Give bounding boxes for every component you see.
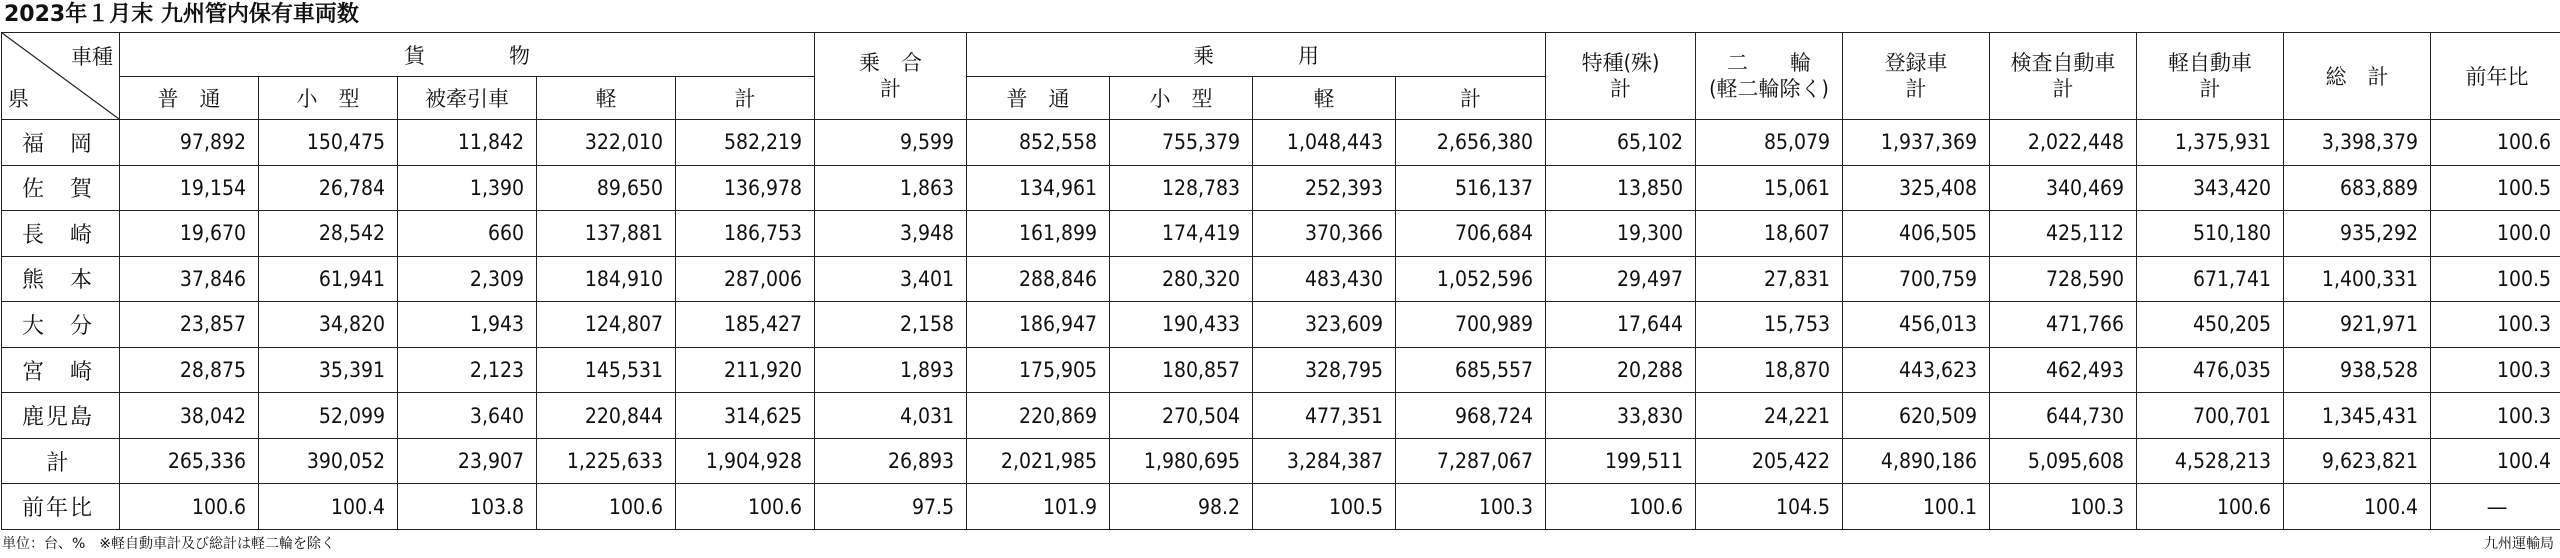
value-cell: 180,857: [1110, 347, 1253, 393]
value-cell: 35,391: [259, 347, 398, 393]
value-cell: 700,701: [2137, 393, 2284, 439]
value-cell: 220,844: [537, 393, 676, 439]
value-cell: 325,408: [1843, 165, 1990, 211]
value-cell: 175,905: [967, 347, 1110, 393]
value-cell: 100.5: [2431, 165, 2560, 211]
yoy-label-cell: 前年比: [2, 484, 120, 530]
value-cell: 23,857: [120, 302, 259, 348]
value-cell: 644,730: [1990, 393, 2137, 439]
cargo-kei-header: 軽: [537, 77, 676, 120]
yoy-value-cell: 103.8: [398, 484, 537, 530]
value-cell: 406,505: [1843, 211, 1990, 257]
value-cell: 20,288: [1546, 347, 1696, 393]
yoy-value-cell: 100.6: [120, 484, 259, 530]
value-cell: 34,820: [259, 302, 398, 348]
value-cell: 3,398,379: [2284, 120, 2431, 166]
value-cell: 620,509: [1843, 393, 1990, 439]
value-cell: 450,205: [2137, 302, 2284, 348]
cargo-small-header: 小 型: [259, 77, 398, 120]
cargo-group-header: [120, 33, 815, 77]
yoy-value-cell: 97.5: [815, 484, 967, 530]
kei-header-bottom: 計: [2199, 77, 2221, 101]
total-value-cell: 7,287,067: [1396, 438, 1546, 484]
value-cell: 1,390: [398, 165, 537, 211]
total-value-cell: 1,225,633: [537, 438, 676, 484]
value-cell: 270,504: [1110, 393, 1253, 439]
two-wheel-header: [1696, 33, 1843, 120]
value-cell: 186,753: [676, 211, 815, 257]
yoy-value-cell: 100.6: [2137, 484, 2284, 530]
total-value-cell: 3,284,387: [1253, 438, 1396, 484]
value-cell: 340,469: [1990, 165, 2137, 211]
value-cell: 683,889: [2284, 165, 2431, 211]
value-cell: 462,493: [1990, 347, 2137, 393]
value-cell: 287,006: [676, 256, 815, 302]
table-row: [2, 302, 2560, 348]
passenger-standard-header: 普 通: [967, 77, 1110, 120]
total-value-cell: 26,893: [815, 438, 967, 484]
value-cell: 582,219: [676, 120, 815, 166]
total-value-cell: 4,528,213: [2137, 438, 2284, 484]
value-cell: 706,684: [1396, 211, 1546, 257]
value-cell: 322,010: [537, 120, 676, 166]
registered-header-bottom: 計: [1905, 77, 1927, 101]
kei-header: [2137, 33, 2284, 120]
value-cell: 128,783: [1110, 165, 1253, 211]
registered-header-top: 登録車: [1884, 50, 1948, 75]
yoy-value-cell: 100.6: [676, 484, 815, 530]
passenger-total-header: 計: [1396, 77, 1546, 120]
total-label-cell: 計: [2, 438, 120, 484]
value-cell: 477,351: [1253, 393, 1396, 439]
value-cell: 476,035: [2137, 347, 2284, 393]
two-wheel-header-top: 二 輪: [1727, 50, 1812, 75]
value-cell: 136,978: [676, 165, 815, 211]
value-cell: 184,910: [537, 256, 676, 302]
corner-header-cell: [2, 33, 120, 120]
value-cell: 728,590: [1990, 256, 2137, 302]
value-cell: 700,989: [1396, 302, 1546, 348]
passenger-group-label: 乗 用: [1193, 43, 1320, 68]
value-cell: 17,644: [1546, 302, 1696, 348]
yoy-value-cell: 100.4: [2284, 484, 2431, 530]
value-cell: 328,795: [1253, 347, 1396, 393]
special-header: [1546, 33, 1696, 120]
value-cell: 935,292: [2284, 211, 2431, 257]
value-cell: 968,724: [1396, 393, 1546, 439]
kei-header-top: 軽自動車: [2168, 50, 2253, 75]
yoy-value-cell: 100.6: [1546, 484, 1696, 530]
value-cell: 2,123: [398, 347, 537, 393]
table-row: [2, 165, 2560, 211]
value-cell: 18,870: [1696, 347, 1843, 393]
value-cell: 33,830: [1546, 393, 1696, 439]
value-cell: 11,842: [398, 120, 537, 166]
bus-header-top: 乗 合: [859, 50, 923, 75]
value-cell: 1,863: [815, 165, 967, 211]
value-cell: 100.3: [2431, 302, 2560, 348]
value-cell: 323,609: [1253, 302, 1396, 348]
yoy-value-cell: 100.6: [537, 484, 676, 530]
value-cell: 1,893: [815, 347, 967, 393]
value-cell: 26,784: [259, 165, 398, 211]
value-cell: 938,528: [2284, 347, 2431, 393]
value-cell: 370,366: [1253, 211, 1396, 257]
value-cell: 3,401: [815, 256, 967, 302]
grand-total-header: 総 計: [2284, 33, 2431, 120]
value-cell: 660: [398, 211, 537, 257]
special-header-bottom: 計: [1610, 77, 1632, 101]
value-cell: 38,042: [120, 393, 259, 439]
value-cell: 852,558: [967, 120, 1110, 166]
table-row: [2, 211, 2560, 257]
value-cell: 9,599: [815, 120, 967, 166]
yoy-value-cell: 100.5: [1253, 484, 1396, 530]
prefecture-cell: 佐 賀: [2, 165, 120, 211]
value-cell: 52,099: [259, 393, 398, 439]
bus-header-bottom: 計: [880, 77, 902, 101]
yoy-value-cell: 100.3: [1396, 484, 1546, 530]
total-value-cell: 199,511: [1546, 438, 1696, 484]
yoy-value-cell: 101.9: [967, 484, 1110, 530]
value-cell: 3,640: [398, 393, 537, 439]
value-cell: 186,947: [967, 302, 1110, 348]
value-cell: 510,180: [2137, 211, 2284, 257]
value-cell: 220,869: [967, 393, 1110, 439]
value-cell: 471,766: [1990, 302, 2137, 348]
value-cell: 1,052,596: [1396, 256, 1546, 302]
value-cell: 89,650: [537, 165, 676, 211]
total-value-cell: 265,336: [120, 438, 259, 484]
value-cell: 1,048,443: [1253, 120, 1396, 166]
value-cell: 343,420: [2137, 165, 2284, 211]
passenger-small-header: 小 型: [1110, 77, 1253, 120]
registered-header: [1843, 33, 1990, 120]
prefecture-cell: 大 分: [2, 302, 120, 348]
total-value-cell: 1,980,695: [1110, 438, 1253, 484]
yoy-value-cell: 100.1: [1843, 484, 1990, 530]
value-cell: 425,112: [1990, 211, 2137, 257]
value-cell: 29,497: [1546, 256, 1696, 302]
value-cell: 100.6: [2431, 120, 2560, 166]
special-header-top: 特種(殊): [1581, 50, 1660, 75]
bus-header: [815, 33, 967, 120]
yoy-header: 前年比: [2431, 33, 2560, 120]
value-cell: 85,079: [1696, 120, 1843, 166]
value-cell: 185,427: [676, 302, 815, 348]
value-cell: 28,542: [259, 211, 398, 257]
yoy-value-cell: ―: [2431, 484, 2560, 530]
value-cell: 314,625: [676, 393, 815, 439]
yoy-value-cell: 100.3: [1990, 484, 2137, 530]
value-cell: 65,102: [1546, 120, 1696, 166]
prefecture-cell: 宮 崎: [2, 347, 120, 393]
cargo-group-label: 貨 物: [404, 43, 531, 68]
value-cell: 1,375,931: [2137, 120, 2284, 166]
passenger-kei-header: 軽: [1253, 77, 1396, 120]
value-cell: 2,022,448: [1990, 120, 2137, 166]
value-cell: 4,031: [815, 393, 967, 439]
inspection-header: [1990, 33, 2137, 120]
total-value-cell: 1,904,928: [676, 438, 815, 484]
corner-prefecture-label: 県: [8, 87, 29, 111]
total-value-cell: 390,052: [259, 438, 398, 484]
value-cell: 2,158: [815, 302, 967, 348]
inspection-header-top: 検査自動車: [2010, 50, 2116, 75]
value-cell: 15,753: [1696, 302, 1843, 348]
value-cell: 456,013: [1843, 302, 1990, 348]
value-cell: 97,892: [120, 120, 259, 166]
value-cell: 150,475: [259, 120, 398, 166]
value-cell: 1,400,331: [2284, 256, 2431, 302]
value-cell: 443,623: [1843, 347, 1990, 393]
value-cell: 19,154: [120, 165, 259, 211]
total-value-cell: 2,021,985: [967, 438, 1110, 484]
source-credit: 九州運輸局: [2484, 536, 2554, 552]
value-cell: 37,846: [120, 256, 259, 302]
value-cell: 174,419: [1110, 211, 1253, 257]
passenger-group-header: [967, 33, 1546, 77]
value-cell: 137,881: [537, 211, 676, 257]
vehicle-count-table: [1, 32, 2560, 530]
value-cell: 252,393: [1253, 165, 1396, 211]
value-cell: 755,379: [1110, 120, 1253, 166]
cargo-total-header: 計: [676, 77, 815, 120]
table-row: [2, 393, 2560, 439]
value-cell: 100.5: [2431, 256, 2560, 302]
value-cell: 100.3: [2431, 347, 2560, 393]
table-row: [2, 347, 2560, 393]
value-cell: 1,345,431: [2284, 393, 2431, 439]
value-cell: 19,300: [1546, 211, 1696, 257]
value-cell: 3,948: [815, 211, 967, 257]
yoy-value-cell: 98.2: [1110, 484, 1253, 530]
value-cell: 124,807: [537, 302, 676, 348]
yoy-value-cell: 104.5: [1696, 484, 1843, 530]
prefecture-cell: 長 崎: [2, 211, 120, 257]
value-cell: 100.3: [2431, 393, 2560, 439]
inspection-header-bottom: 計: [2052, 77, 2074, 101]
yoy-row: [2, 484, 2560, 530]
two-wheel-header-bottom: (軽二輪除く): [1709, 77, 1829, 101]
value-cell: 700,759: [1843, 256, 1990, 302]
header-row-top: [2, 33, 2560, 77]
value-cell: 27,831: [1696, 256, 1843, 302]
total-value-cell: 205,422: [1696, 438, 1843, 484]
value-cell: 18,607: [1696, 211, 1843, 257]
total-value-cell: 100.4: [2431, 438, 2560, 484]
value-cell: 516,137: [1396, 165, 1546, 211]
value-cell: 921,971: [2284, 302, 2431, 348]
table-row: [2, 256, 2560, 302]
value-cell: 28,875: [120, 347, 259, 393]
value-cell: 1,943: [398, 302, 537, 348]
value-cell: 288,846: [967, 256, 1110, 302]
value-cell: 280,320: [1110, 256, 1253, 302]
total-value-cell: 9,623,821: [2284, 438, 2431, 484]
unit-footnote: 単位：台、% ※軽自動車計及び総計は軽二輪を除く: [2, 536, 336, 552]
value-cell: 15,061: [1696, 165, 1843, 211]
corner-vehicle-type-label: 車種: [71, 45, 113, 69]
total-value-cell: 4,890,186: [1843, 438, 1990, 484]
value-cell: 100.0: [2431, 211, 2560, 257]
page-title: 2023年１月末 九州管内保有車両数: [4, 2, 359, 27]
total-row: [2, 438, 2560, 484]
value-cell: 685,557: [1396, 347, 1546, 393]
value-cell: 61,941: [259, 256, 398, 302]
value-cell: 2,656,380: [1396, 120, 1546, 166]
cargo-standard-header: 普 通: [120, 77, 259, 120]
cargo-trailer-header: 被牽引車: [398, 77, 537, 120]
total-value-cell: 23,907: [398, 438, 537, 484]
value-cell: 19,670: [120, 211, 259, 257]
value-cell: 134,961: [967, 165, 1110, 211]
value-cell: 2,309: [398, 256, 537, 302]
value-cell: 483,430: [1253, 256, 1396, 302]
prefecture-cell: 鹿児島: [2, 393, 120, 439]
value-cell: 190,433: [1110, 302, 1253, 348]
value-cell: 24,221: [1696, 393, 1843, 439]
yoy-value-cell: 100.4: [259, 484, 398, 530]
prefecture-cell: 熊 本: [2, 256, 120, 302]
table-row: [2, 120, 2560, 166]
value-cell: 1,937,369: [1843, 120, 1990, 166]
value-cell: 13,850: [1546, 165, 1696, 211]
value-cell: 211,920: [676, 347, 815, 393]
total-value-cell: 5,095,608: [1990, 438, 2137, 484]
value-cell: 145,531: [537, 347, 676, 393]
value-cell: 161,899: [967, 211, 1110, 257]
value-cell: 671,741: [2137, 256, 2284, 302]
prefecture-cell: 福 岡: [2, 120, 120, 166]
table-body: [2, 120, 2560, 530]
